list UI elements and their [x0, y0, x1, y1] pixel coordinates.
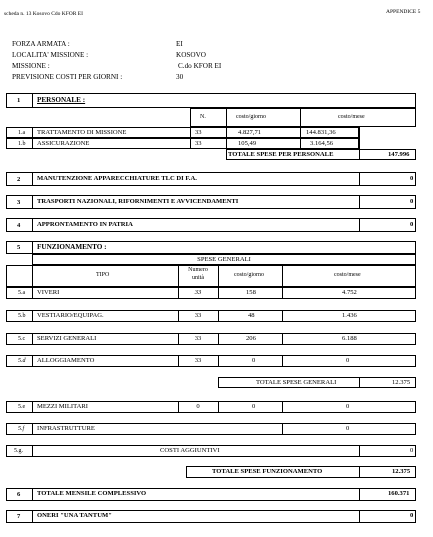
- row-5d-label: ALLOGGIAMENTO: [37, 357, 95, 364]
- totale-generali-value: 12.375: [392, 379, 411, 386]
- row-5c-code: 5.c: [18, 336, 26, 342]
- section-2-title: MANUTENZIONE APPARECCHIATURE TLC DI F.A.: [37, 175, 197, 182]
- row-5f-label: INFRASTRUTTURE: [37, 425, 95, 432]
- row-5c-giorno: 206: [246, 335, 256, 342]
- row-1b-n: 33: [195, 140, 202, 147]
- totale-personale-label: TOTALE SPESE PER PERSONALE: [228, 151, 334, 158]
- row-5d-num: 33: [194, 357, 202, 364]
- section-2-number: 2: [17, 176, 21, 183]
- row-5e-label: MEZZI MILITARI: [37, 403, 88, 410]
- row-5f-code: 5.f: [18, 426, 25, 432]
- row-5b-num: 33: [194, 312, 202, 319]
- section-3-title: TRASPORTI NAZIONALI, RIFORNIMENTI E AVVICENDAMENTI: [37, 198, 239, 205]
- row-5g-value: 0: [410, 447, 414, 454]
- section-4-number: 4: [17, 222, 21, 229]
- row-1b-code: 1.b: [18, 141, 26, 147]
- col-mese-header-5: costo/mese: [334, 272, 361, 278]
- row-5b-code: 5.b: [18, 313, 26, 319]
- forza-label: FORZA ARMATA :: [12, 40, 70, 48]
- row-5e-giorno: 0: [252, 403, 256, 410]
- localita-value: KOSOVO: [176, 51, 206, 59]
- spese-generali-label: SPESE GENERALI: [197, 256, 251, 263]
- localita-label: LOCALITA' MISSIONE :: [12, 51, 89, 59]
- section-1-number: 1: [17, 97, 21, 104]
- col-costo-giorno-header: costo/giorno: [236, 114, 266, 120]
- row-5b-label: VESTIARIO/EQUIPAG.: [37, 312, 104, 319]
- section-5-number: 5: [17, 244, 21, 251]
- totale-funzionamento-value: 12.375: [392, 468, 411, 475]
- section-6-number: 6: [17, 491, 21, 498]
- section-6-value: 160.371: [388, 490, 410, 497]
- col-tipo-header: TIPO: [96, 272, 110, 278]
- row-5d-code: 5.d: [18, 358, 26, 364]
- col-costo-mese-header: costo/mese: [338, 114, 365, 120]
- row-1b-giorno: 105,49: [238, 140, 257, 147]
- section-7-value: 0: [410, 512, 414, 519]
- row-1b-mese: 3.164,56: [310, 140, 334, 147]
- totale-funzionamento-label: TOTALE SPESE FUNZIONAMENTO: [212, 468, 323, 475]
- totale-personale-value: 147.996: [388, 151, 410, 158]
- row-5b-mese: 1.436: [342, 312, 357, 319]
- row-5a-giorno: 158: [246, 289, 256, 296]
- row-5c-mese: 6.188: [342, 335, 357, 342]
- section-7-title: ONERI "UNA TANTUM": [37, 512, 112, 519]
- previsione-label: PREVISIONE COSTI PER GIORNI :: [12, 73, 123, 81]
- forza-value: EI: [176, 40, 183, 48]
- scheda-label: scheda n. 13 Kosovo Cdo KFOR EI: [4, 11, 83, 17]
- row-5e-code: 5.e: [18, 404, 26, 410]
- row-5a-label: VIVERI: [37, 289, 60, 296]
- row-1a-n: 33: [195, 129, 202, 136]
- section-4-value: 0: [410, 221, 414, 228]
- col-giorno-header-5: costo/giorno: [234, 272, 264, 278]
- previsione-value: 30: [176, 73, 184, 81]
- section-3-number: 3: [17, 199, 21, 206]
- row-5e-num: 0: [196, 403, 200, 410]
- section-7-number: 7: [17, 513, 21, 520]
- row-5b-giorno: 48: [248, 312, 255, 319]
- missione-label: MISSIONE :: [12, 62, 50, 70]
- row-5a-code: 5.a: [18, 290, 26, 296]
- section-2-value: 0: [410, 175, 414, 182]
- missione-value: C.do KFOR EI: [178, 62, 222, 70]
- totale-generali-label: TOTALE SPESE GENERALI: [256, 379, 337, 386]
- row-5c-label: SERVIZI GENERALI: [37, 335, 97, 342]
- col-numero-header: Numero: [188, 267, 208, 273]
- row-5d-giorno: 0: [252, 357, 256, 364]
- row-1a-code: 1.a: [18, 130, 26, 136]
- row-1a-giorno: 4.827,71: [238, 129, 262, 136]
- col-unita-header: unità: [192, 275, 204, 281]
- row-5f-mese: 0: [346, 425, 350, 432]
- row-5a-num: 33: [194, 289, 202, 296]
- row-5c-num: 33: [194, 335, 202, 342]
- row-5a-mese: 4.752: [342, 289, 357, 296]
- row-1a-mese: 144.831,36: [306, 129, 336, 136]
- section-1-title: PERSONALE :: [37, 96, 86, 104]
- section-4-title: APPRONTAMENTO IN PATRIA: [37, 221, 133, 228]
- appendice-label: APPENDICE 5: [386, 9, 421, 15]
- section-6-title: TOTALE MENSILE COMPLESSIVO: [37, 490, 147, 497]
- col-n-header: N.: [200, 114, 206, 120]
- row-5g-code: 5.g.: [14, 448, 23, 454]
- section-5-title: FUNZIONAMENTO :: [37, 243, 107, 251]
- row-1a-label: TRATTAMENTO DI MISSIONE: [37, 129, 127, 136]
- row-5e-mese: 0: [346, 403, 350, 410]
- section-3-value: 0: [410, 198, 414, 205]
- row-1b-label: ASSICURAZIONE: [37, 140, 90, 147]
- personale-col-header: [190, 108, 416, 127]
- row-5g-label: COSTI AGGIUNTIVI: [160, 447, 220, 454]
- row-5d-mese: 0: [346, 357, 350, 364]
